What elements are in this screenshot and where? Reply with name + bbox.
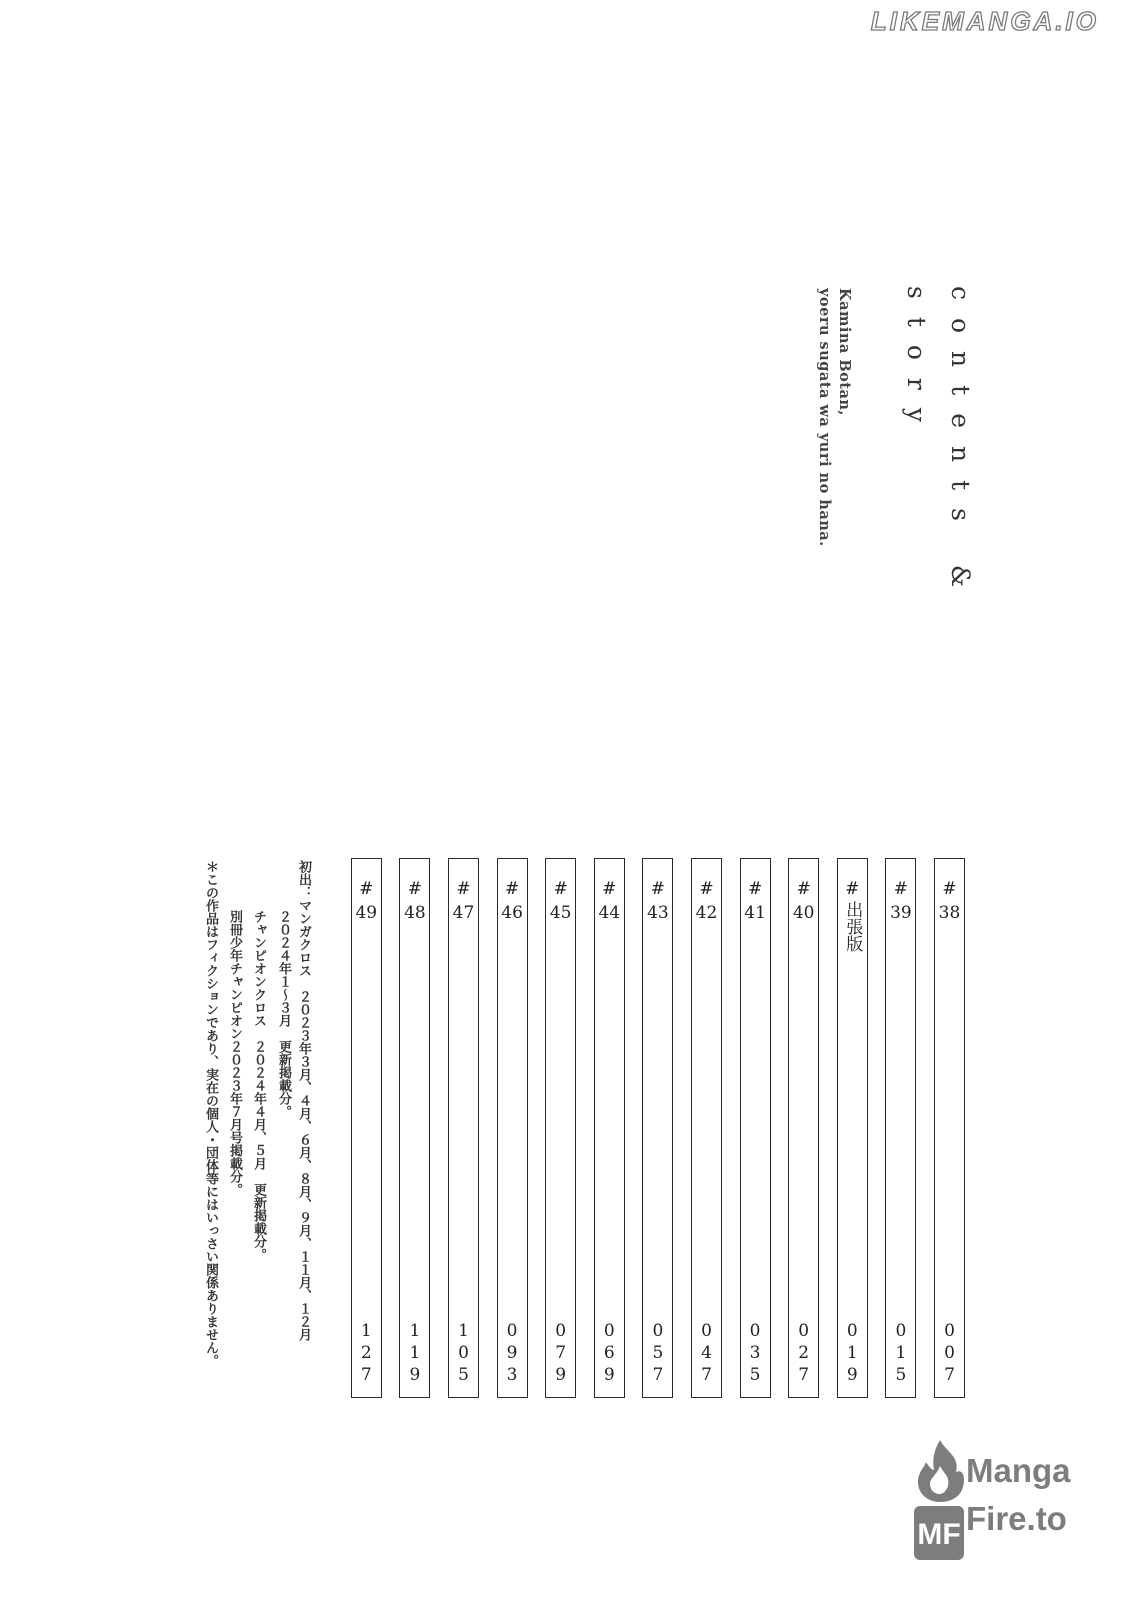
credits-line-1: 初出：マンガクロス ２０２３年３月、４月、６月、８月、９月、１１月、１２月 xyxy=(296,860,311,1341)
chapter-number: 38 xyxy=(938,903,961,923)
page-number: 019 xyxy=(842,1321,863,1387)
toc-entry xyxy=(399,858,430,1398)
toc-entry xyxy=(885,858,916,1398)
chapter-hash: # xyxy=(650,879,666,899)
chapter-label xyxy=(449,877,478,925)
site-watermark: LIKEMANGA.IO xyxy=(870,6,1099,36)
chapter-hash: # xyxy=(553,879,568,899)
chapter-label xyxy=(886,877,915,925)
toc-entry xyxy=(497,858,528,1398)
page-number: 105 xyxy=(453,1321,474,1387)
chapter-number: 41 xyxy=(744,903,766,923)
page-number: 047 xyxy=(696,1321,717,1387)
chapter-label xyxy=(692,877,721,925)
chapter-label xyxy=(741,877,770,925)
logo-badge-text: MF xyxy=(917,1518,961,1551)
chapter-label xyxy=(352,877,381,925)
chapter-hash: # xyxy=(504,879,520,899)
page-number: 093 xyxy=(502,1321,523,1387)
chapter-number: 49 xyxy=(355,903,378,923)
chapter-hash: # xyxy=(796,879,811,899)
chapter-label xyxy=(400,877,429,925)
chapter-number: 45 xyxy=(549,903,572,923)
page-number: 127 xyxy=(356,1321,377,1387)
chapter-hash: # xyxy=(699,879,714,899)
logo-text-fire: Fire.to xyxy=(966,1500,1067,1537)
table-of-contents xyxy=(0,858,1125,1398)
fiction-disclaimer: ＊この作品はフィクションであり、実在の個人・団体等にはいっさい関係ありません。 xyxy=(203,860,218,1367)
chapter-hash: # xyxy=(602,879,617,899)
chapter-hash: # xyxy=(407,879,423,899)
page-number: 027 xyxy=(793,1321,814,1387)
page-number: 057 xyxy=(647,1321,668,1387)
page-number: 015 xyxy=(890,1321,911,1387)
chapter-number: 43 xyxy=(647,903,669,923)
chapter-hash: # xyxy=(845,879,860,899)
contents-heading-line1: contents & xyxy=(946,286,975,606)
series-title-line1: Kamina Botan, xyxy=(836,288,853,416)
page-number: 079 xyxy=(550,1321,571,1387)
chapter-number: 47 xyxy=(452,903,475,923)
chapter-hash: # xyxy=(893,879,909,899)
chapter-number: 42 xyxy=(695,903,718,923)
page-number: 035 xyxy=(745,1321,766,1387)
mangafire-logo xyxy=(912,1436,1082,1566)
flame-icon xyxy=(912,1436,968,1566)
toc-entry xyxy=(642,858,673,1398)
toc-entry xyxy=(351,858,382,1398)
chapter-label xyxy=(789,877,818,925)
page-number: 069 xyxy=(599,1321,620,1387)
toc-entry xyxy=(934,858,965,1398)
chapter-hash: # xyxy=(942,879,957,899)
toc-entry xyxy=(837,858,868,1398)
toc-entry xyxy=(691,858,722,1398)
chapter-number: 40 xyxy=(792,903,815,923)
logo-text-manga: Manga xyxy=(966,1452,1071,1489)
chapter-number: 出張版 xyxy=(842,901,863,952)
credits-line-3: チャンピオンクロス ２０２４年４月、５月 更新掲載分。 xyxy=(251,910,266,1261)
chapter-number: 44 xyxy=(598,903,621,923)
toc-entry xyxy=(545,858,576,1398)
chapter-hash: # xyxy=(456,879,471,899)
chapter-label xyxy=(498,877,527,925)
chapter-label xyxy=(935,877,964,925)
chapter-label xyxy=(643,877,672,925)
credits-line-4: 別冊少年チャンピオン２０２３年７月号掲載分。 xyxy=(227,910,242,1196)
page-number: 007 xyxy=(939,1321,960,1387)
chapter-label xyxy=(546,877,575,925)
chapter-hash: # xyxy=(359,879,374,899)
chapter-number: 39 xyxy=(890,903,912,923)
page-number: 119 xyxy=(404,1321,425,1387)
toc-entry xyxy=(594,858,625,1398)
chapter-label xyxy=(838,877,867,952)
toc-entry xyxy=(740,858,771,1398)
toc-entry xyxy=(448,858,479,1398)
chapter-number: 48 xyxy=(404,903,426,923)
chapter-hash: # xyxy=(747,879,763,899)
chapter-label xyxy=(595,877,624,925)
chapter-number: 46 xyxy=(501,903,523,923)
toc-entry xyxy=(788,858,819,1398)
credits-line-2: ２０２４年１〜３月 更新掲載分。 xyxy=(276,910,291,1118)
contents-heading-line2: story xyxy=(902,286,931,441)
series-title-line2: yoeru sugata wa yuri no hana. xyxy=(816,288,833,547)
